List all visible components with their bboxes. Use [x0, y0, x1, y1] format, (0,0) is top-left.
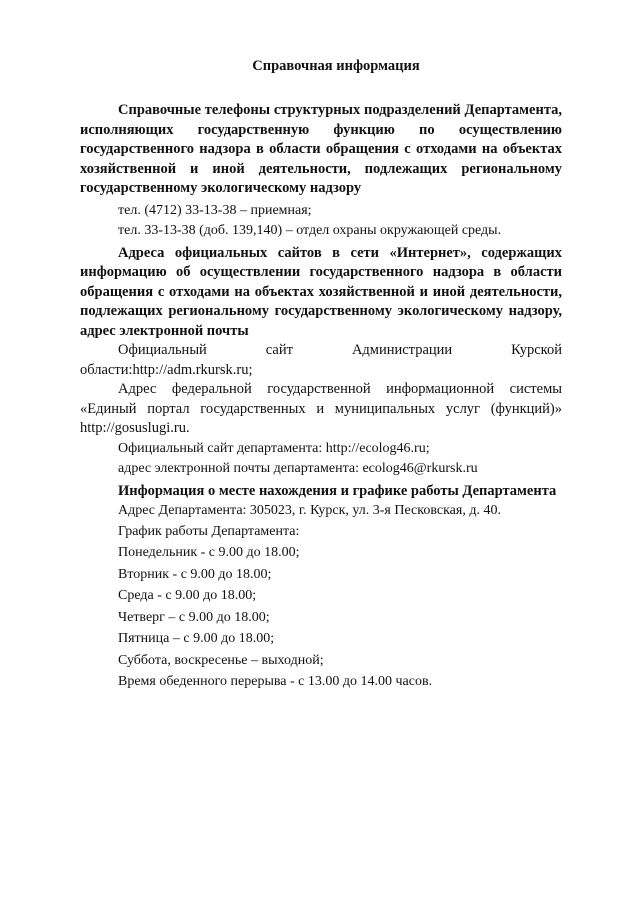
schedule-weekend: Суббота, воскресенье – выходной; — [118, 652, 324, 668]
phones-heading: Справочные телефоны структурных подразделений Департамента, исполняющих государственную функцию по осуществлению государственного надзора в области обращения с отходами на объектах хозяйственной и иной деятельности, подлежащих региональному государственному экологическому надзору — [80, 102, 562, 196]
federal-portal-text: Адрес федеральной государственной информационной системы «Единый портал государственных и муниципальных услуг (функций)» http://gosuslugi.ru. — [80, 381, 562, 436]
schedule-thursday: Четверг – с 9.00 до 18.00; — [118, 609, 270, 625]
schedule-tuesday: Вторник - с 9.00 до 18.00; — [118, 566, 272, 582]
info-heading: Информация о месте нахождения и графике работы Департамента — [118, 482, 557, 499]
schedule-friday: Пятница – с 9.00 до 18.00; — [118, 631, 275, 646]
schedule-wednesday: Среда - с 9.00 до 18.00; — [118, 588, 257, 603]
schedule-monday: Понедельник - с 9.00 до 18.00; — [118, 545, 300, 560]
department-address: Адрес Департамента: 305023, г. Курск, ул. 3-я Песковская, д. 40. — [118, 503, 501, 518]
phone-environment-dept: тел. 33-13-38 (доб. 139,140) – отдел охраны окружающей среды. — [118, 223, 502, 238]
document-page — [80, 58, 562, 693]
schedule-lunch-break: Время обеденного перерыва - с 13.00 до 14.00 часов. — [118, 674, 433, 689]
department-email-text: адрес электронной почты департамента: ecolog46@rkursk.ru — [118, 461, 478, 476]
page-title: Справочная информация — [252, 58, 420, 74]
sites-heading: Адреса официальных сайтов в сети «Интернет», содержащих информацию об осуществлении государственного надзора в области обращения с отходами на объектах хозяйственной и иной деятельности, подлежащих региональному государственному экологическому надзору, адрес электронной почты — [80, 244, 562, 339]
schedule-label: График работы Департамента: — [118, 523, 300, 539]
phone-reception: тел. (4712) 33-13-38 – приемная; — [118, 202, 312, 218]
admin-site-text: Официальный сайт Администрации Курской области:http://adm.rkursk.ru; — [80, 342, 562, 378]
department-site-text: Официальный сайт департамента: http://ecolog46.ru; — [118, 440, 430, 456]
